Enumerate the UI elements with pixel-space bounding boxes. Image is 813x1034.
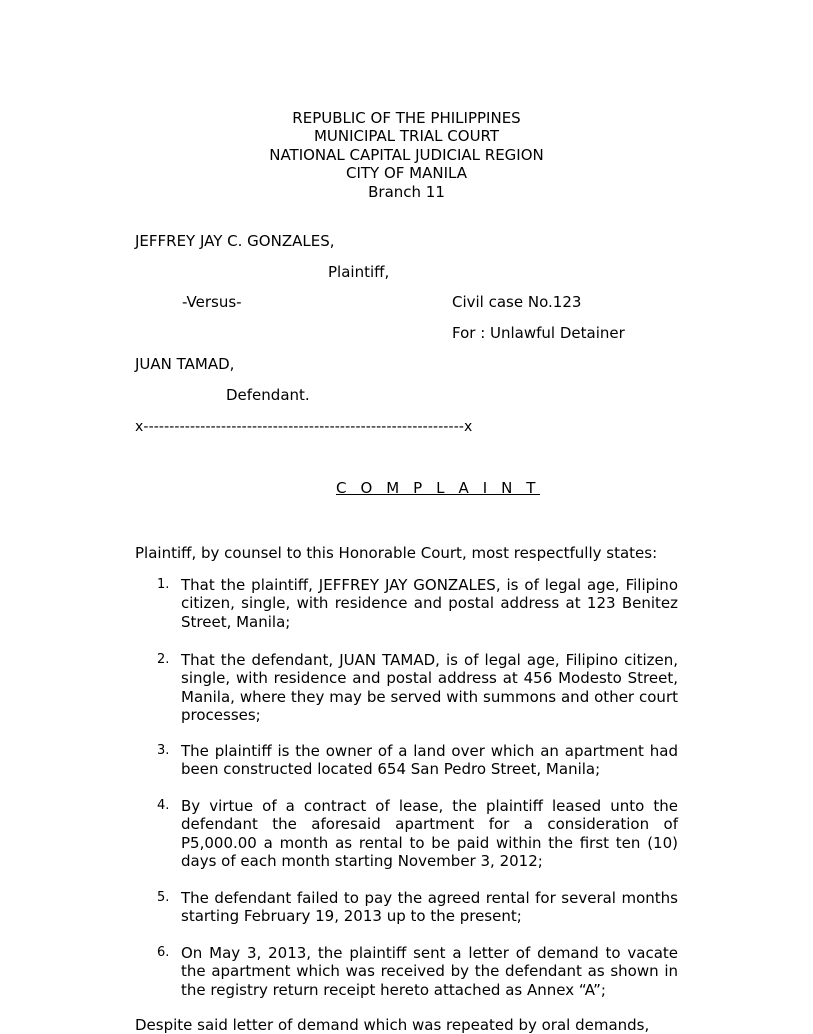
intro-paragraph: Plaintiff, by counsel to this Honorable Court, most respectfully states: [135,544,658,562]
list-item-number: 5. [157,890,170,905]
list-item [157,576,678,632]
list-item-number: 1. [157,577,170,592]
list-item-text: That the defendant, JUAN TAMAD, is of legal age, Filipino citizen, single, with residence and postal address at 456 Modesto Street, Manila, where they may be served with summons and other court processes; [181,651,678,724]
list-item [157,889,678,927]
list-item-number: 6. [157,945,170,960]
court-header-line: REPUBLIC OF THE PHILIPPINES [292,109,521,127]
list-item [157,944,678,1000]
list-item [157,742,678,780]
list-item-number: 3. [157,743,170,758]
plaintiff-role: Plaintiff, [328,263,390,281]
plaintiff-name: JEFFREY JAY C. GONZALES, [135,232,335,250]
case-nature: For : Unlawful Detainer [452,324,625,342]
list-item-text: The plaintiff is the owner of a land over which an apartment had been constructed located 654 San Pedro Street, Manila; [181,742,678,779]
caption-separator: x--------------------------------------------------------------x [135,419,473,435]
list-item-number: 2. [157,652,170,667]
list-item-text: That the plaintiff, JEFFREY JAY GONZALES, is of legal age, Filipino citizen, single, with residence and postal address at 123 Benitez Street, Manila; [181,576,678,631]
case-number: Civil case No.123 [452,293,582,311]
court-header-line: NATIONAL CAPITAL JUDICIAL REGION [269,146,544,164]
court-header-line: MUNICIPAL TRIAL COURT [313,127,500,145]
list-item [157,797,678,871]
trailing-paragraph: Despite said letter of demand which was repeated by oral demands, [135,1016,650,1034]
court-header-branch: Branch 11 [368,183,445,201]
list-item [157,651,678,725]
versus-label: -Versus- [182,293,242,311]
list-item-text: The defendant failed to pay the agreed rental for several months starting February 19, 2013 up to the present; [181,889,678,926]
defendant-name: JUAN TAMAD, [135,355,235,373]
court-header-line: CITY OF MANILA [345,164,467,182]
document-title: C O M P L A I N T [336,479,541,497]
list-item-number: 4. [157,798,170,813]
defendant-role: Defendant. [226,386,310,404]
list-item-text: By virtue of a contract of lease, the plaintiff leased unto the defendant the aforesaid apartment for a consideration of P5,000.00 a month as rental to be paid within the first ten (10) days of each month starting November 3, 2012; [181,797,678,870]
list-item-text: On May 3, 2013, the plaintiff sent a letter of demand to vacate the apartment which was received by the defendant as shown in the registry return receipt hereto attached as Annex “A”; [181,944,678,999]
